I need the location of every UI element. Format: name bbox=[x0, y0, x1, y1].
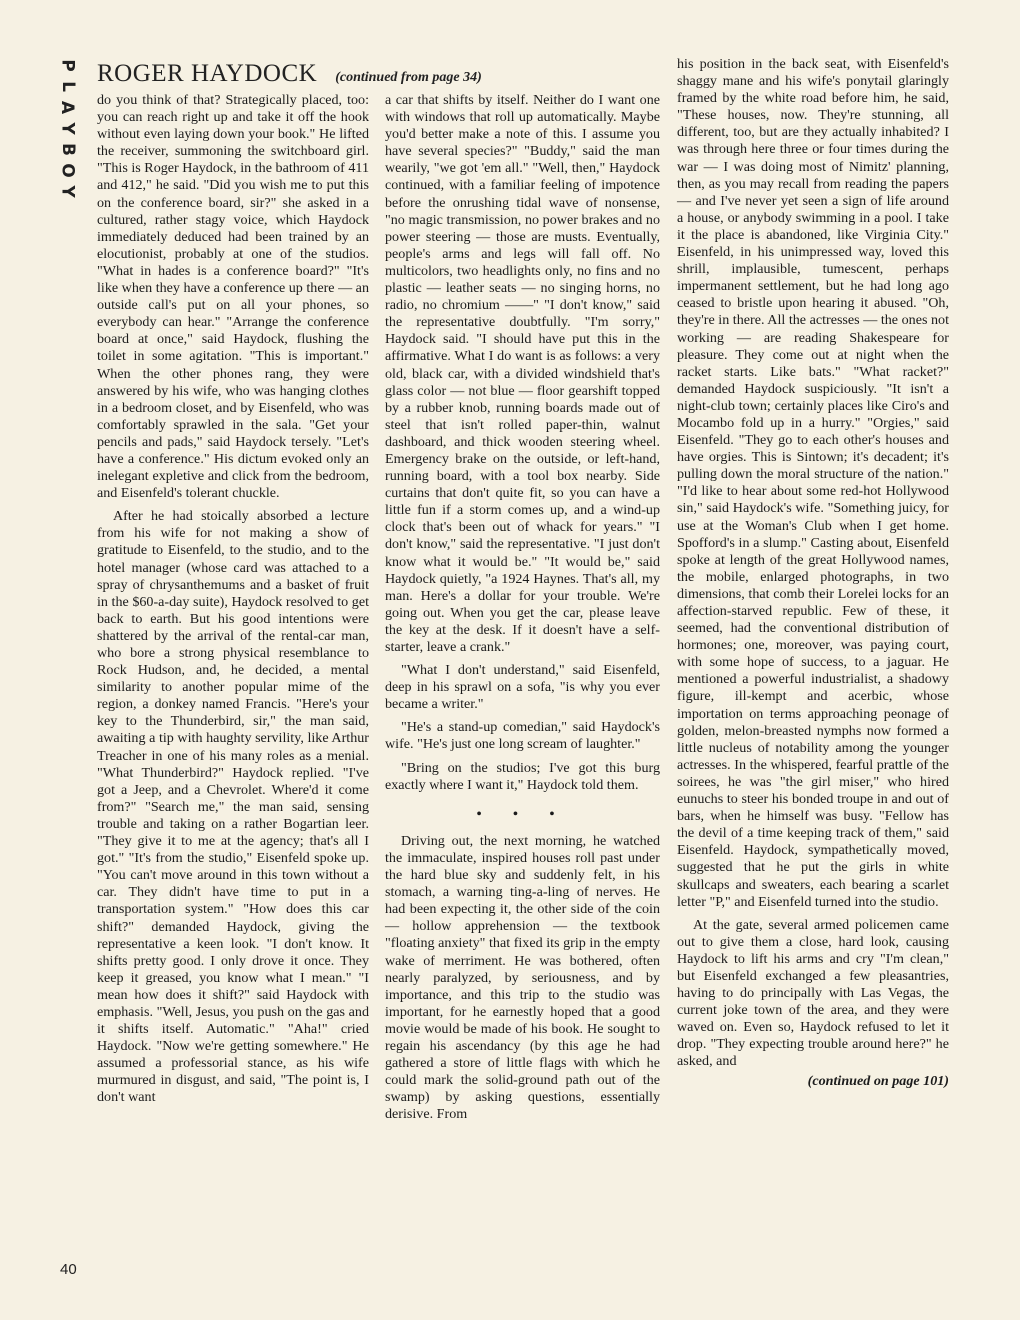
margin-letter: O bbox=[57, 163, 78, 178]
continued-on-note: (continued on page 101) bbox=[807, 1072, 949, 1089]
section-separator: • • • bbox=[476, 806, 569, 822]
margin-letter: B bbox=[57, 143, 78, 156]
paragraph: his position in the back seat, with Eisenfeld's shaggy mane and his wife's ponytail glaringly framed by the white road before him, he said, "These houses, now. They're stunning, all different, too, but are they actually inhabited? I was through here three or four times during the war — I was doing most of Nimitz' planning, then, as you may recall from reading the papers — and I've never yet seen a sign of life around a house, or anybody swimming in a pool. I take it the place is abandoned, like Virginia City." Eisenfeld, in his unimpressed way, loved this shrill, implausible, tumescent, perhaps impermanent settlement, but he had long ago ceased to bristle upon hearing it abused. "Oh, they're in there. All the actresses — the ones not working — are reading Shakespeare for pleasure. They come out at night when the racket starts. Like bats." "What racket?" demanded Haydock suspiciously. "It isn't a night-club town; certainly places like Ciro's and Mocambo fold up in a hurry." "Orgies," said Eisenfeld. "They go to each other's houses and have orgies. This is Sintown; it's decadent; it's pulling down the moral structure of the nation." "I'd like to hear about some red-hot Hollywood sin," said Haydock's wife. "Something juicy, for use at the Woman's Club when I get home. Spofford's in a slump." Casting about, Eisenfeld spoke at length of the great Hollywood names, the mobile, enlarged photographs, in two dimensions, that comb their Lorelei locks for an affection-starved republic. Few of these, it seemed, had the conventional distribution of hormones; one, moreover, was paying court, with some hope of success, to a jaguar. He mentioned a powerful industrialist, a shadowy figure, ill-kempt and acerbic, whose importation on terms approaching peonage of golden, melon-breasted nymphs now formed a little nucleus of notability among the younger actresses. In the whispered, fearful prattle of the soirees, he was "the girl miser," who hired eunuchs to steer his bonded troupe in and out of bars, when he himself was busy. "Fellow has the devil of a time keeping track of them," said Eisenfeld. Haydock, sympathetically moved, suggested that he put the girls in white skullcaps and sweaters, each bearing a scarlet letter "P," and Eisenfeld turned into the studio. bbox=[677, 56, 949, 910]
paragraph: "He's a stand-up comedian," said Haydock's wife. "He's just one long scream of laughter." bbox=[385, 719, 660, 753]
margin-letter: L bbox=[57, 81, 78, 92]
paragraph: After he had stoically absorbed a lecture from his wife for not making a show of gratitude to Eisenfeld, to the studio, and to the hotel manager (whose card was attached to a spray of chrysanthemums and a basket of fruit in the $60-a-day suite), Haydock resolved to get back to earth. But his good intentions were shattered by the arrival of the rental-car man, who bore a strong physical resemblance to Rock Hudson, and, he decided, a mental similarity to another popular mime of the region, a donkey named Francis. "Here's your key to the Thunderbird, sir," the man said, awaiting a tip with haughty servility, like Arthur Treacher in one of his many roles as a menial. "What Thunderbird?" Haydock replied. "I've got a Jeep, and a Chevrolet. Where'd it come from?" "Search me," the man said, sensing trouble and taking on a rather Bogartian leer. "They give it to me at the agency; that's all I got." "It's from the studio," Eisenfeld spoke up. "You can't move around in this town without a car. They didn't have time to put in a transportation system." "How does this car shift?" demanded Haydock, giving the representative a keen look. "I don't know. It shifts pretty good. I only drove it once. They keep it greased, you know what I mean." "I mean how does it shift?" said Haydock with emphasis. "Well, Jesus, you push on the gas and it shifts itself. Automatic." "Aha!" cried Haydock. "Now we're getting somewhere." He assumed a professorial stance, as his wife murmured in disgust, and said, "The point is, I don't want bbox=[97, 508, 369, 1106]
paragraph: Driving out, the next morning, he watched the immaculate, inspired houses roll past under the hard blue sky and suddenly felt, in his stomach, a warning ting-a-ling of nerves. He had been expecting it, the other side of the coin — hollow apprehension — the textbook "floating anxiety" that fixed its grip in the empty wake of merriment. He was bothered, often nearly paralyzed, by seriousness, and by importance, and this trip to the studio was important, for he earnestly hoped that a good movie would be made of his book. He sought to regain his ascendancy (by this age he had gathered a store of little flags with which he could mark the solid-ground path out of the swamp) by asking questions, essentially derisive. From bbox=[385, 832, 660, 1123]
margin-letter: A bbox=[57, 100, 78, 115]
paragraph: do you think of that? Strategically placed, too: you can reach right up and take it off the hook without even laying down your book." He lifted the receiver, summoning the switchboard girl. "This is Roger Haydock, in the bathroom of 411 and 412," he said. "Did you wish me to put this on the conference board, sir?" she asked in a cultured, rather stagy voice, which Haydock immediately deduced had been trained by an elocutionist, probably at one of the studios. "What in hades is a conference board?" "It's like when they have a conference up there — an outside call's put on all your phones, so everybody can hear." "Arrange the conference board at once," said Haydock, flushing the toilet in some agitation. "This is important." When the other phones rang, they were answered by his wife, who was hanging clothes in a bedroom closet, and by Eisenfeld, who was comfortably sprawled in the sala. "Get your pencils and pads," said Haydock tersely. "Let's have a conference." His dictum evoked only an inelegant expletive and click from the bedroom, and Eisenfeld's tolerant chuckle. bbox=[97, 92, 369, 502]
text-column-1 bbox=[97, 92, 369, 1107]
paragraph: a car that shifts by itself. Neither do I want one with windows that roll up automatically. Maybe you'd better make a note of this. I assume you have several species?" "Buddy," said the man wearily, "we got 'em all." "Well, then," Haydock continued, with a familiar feeling of impotence before the onrushing tidal wave of nonsense, "no magic transmission, no power brakes and no power steering — those are musts. Eventually, people's arms and legs will fall off. No multicolors, two headlights only, no fins and no plastic — leather seats — no singing horns, no radio, no chromium ——" "I don't know," said the representative doubtfully. "I'm sorry," Haydock said. "I should have put this in the affirmative. What I do want is as follows: a very old, black car, with a divided windshield that's glass color — not blue — floor gearshift topped by a rubber knob, running boards made out of steel that isn't rolled paper-thin, walnut dashboard, and thick wooden steering wheel. Emergency brake on the outside, or left-hand, running board, with a tool box nearby. Side curtains that don't quite fit, so you can have a little fun if a storm comes up, and a wind-up clock that's been out of whack for years." "I don't know," said the representative. "I just don't know what it would be." "It would be," said Haydock quietly, "a 1924 Haynes. That's all, my man. Here's a dollar for your trouble. We're going out. When you get the car, please leave the key at the desk. If it doesn't have a self-starter, leave a crank." bbox=[385, 92, 660, 655]
text-column-2 bbox=[385, 92, 660, 1123]
continued-from-note: (continued from page 34) bbox=[335, 70, 482, 85]
margin-letter: Y bbox=[57, 122, 78, 135]
article-header bbox=[97, 60, 482, 88]
margin-letter: Y bbox=[57, 185, 78, 198]
text-column-3 bbox=[677, 56, 949, 1090]
page-number: 40 bbox=[60, 1261, 77, 1278]
magazine-name-vertical bbox=[55, 55, 79, 202]
paragraph: "What I don't understand," said Eisenfeld, deep in his sprawl on a sofa, "is why you ever became a writer." bbox=[385, 662, 660, 713]
article-title: ROGER HAYDOCK bbox=[97, 60, 318, 87]
paragraph: "Bring on the studios; I've got this burg exactly where I want it," Haydock told them. bbox=[385, 759, 660, 793]
paragraph: At the gate, several armed policemen came out to give them a close, hard look, causing Haydock to lift his arms and cry "I'm clean," but Eisenfeld exchanged a few pleasantries, having to do principally with Las Vegas, the current joke town of the area, and they were waved on. Even so, Haydock refused to let it drop. "They expecting trouble around here?" he asked, and bbox=[677, 916, 949, 1070]
margin-letter: P bbox=[57, 59, 78, 72]
